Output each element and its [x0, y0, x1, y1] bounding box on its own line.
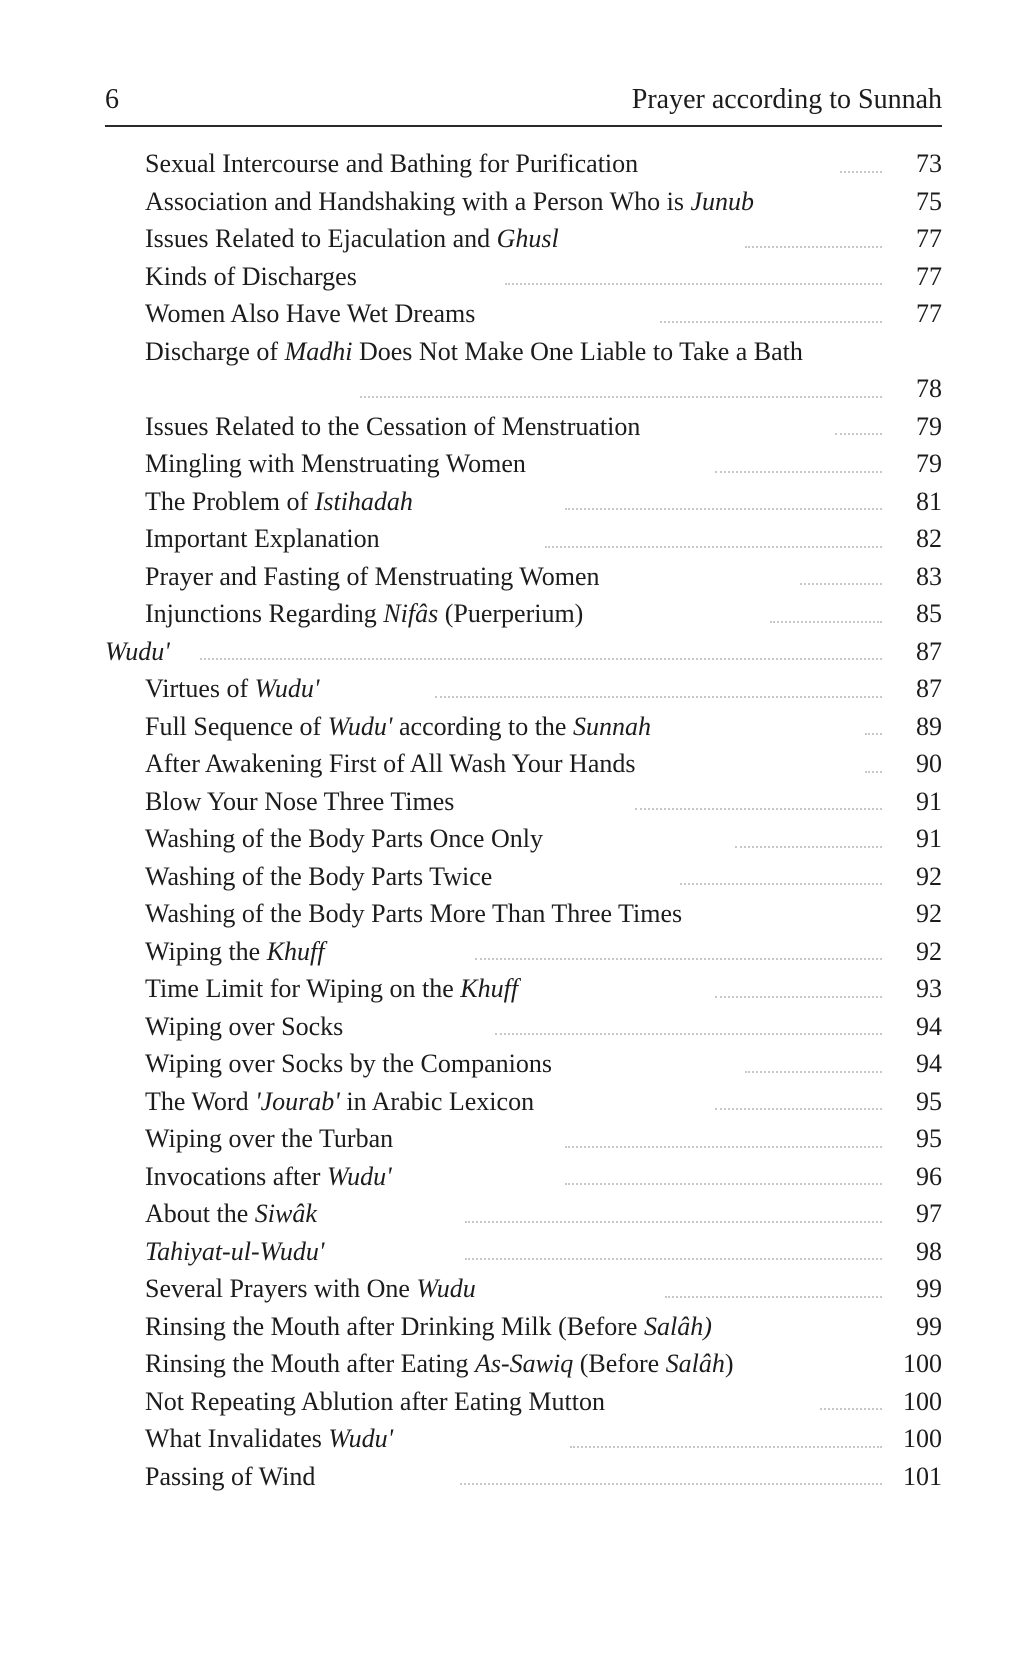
toc-entry-title [145, 1120, 822, 1158]
title-segment-italic: 'Jourab' [255, 1086, 340, 1116]
dot-leader [820, 1408, 882, 1410]
dot-leader [635, 808, 882, 810]
title-segment-italic: Wudu' [254, 674, 320, 703]
toc-entry [105, 258, 942, 296]
dot-leader [475, 958, 882, 960]
toc-entry-title [145, 1083, 822, 1121]
dot-leader [200, 658, 882, 660]
toc-section-title [105, 633, 822, 671]
dot-leader [505, 283, 882, 285]
toc-entry-page: 100 [903, 1424, 942, 1453]
title-segment: Blow Your Nose Three Times [145, 786, 455, 816]
toc-entry-page: 92 [916, 861, 942, 891]
dot-leader [665, 1296, 882, 1298]
toc-entry-title [145, 895, 822, 933]
toc-entry-title [145, 1195, 822, 1233]
toc-entry [105, 483, 942, 521]
title-segment: Mingling with Menstruating Women [145, 449, 526, 478]
title-segment: ) [724, 1349, 734, 1378]
title-segment: The Word [145, 1086, 256, 1116]
title-segment-italic: Khuff [460, 974, 519, 1003]
dot-leader [715, 1108, 882, 1110]
header-divider [105, 125, 942, 127]
toc-entry [105, 970, 942, 1008]
title-segment-italic: Sunnah [572, 711, 651, 741]
title-segment-italic: Wudu [416, 1274, 476, 1303]
title-segment-italic: Ghusl [496, 224, 559, 253]
toc-entry [105, 1158, 942, 1196]
toc-entry [105, 1383, 942, 1421]
toc-entry-page: 85 [916, 599, 942, 628]
title-segment-italic: Nifâs [383, 599, 439, 628]
title-segment: Discharge of [145, 336, 285, 366]
toc-entry-title [145, 1045, 822, 1083]
toc-entry-title [145, 745, 822, 783]
title-segment: Important Explanation [145, 524, 380, 553]
title-segment-italic: Siwâk [254, 1199, 317, 1228]
toc-entry [105, 1308, 942, 1346]
title-segment: The Problem of [145, 486, 315, 516]
dot-leader [495, 1033, 882, 1035]
title-segment: Wiping the [145, 936, 267, 966]
title-segment: Passing of Wind [145, 1461, 316, 1491]
title-segment: Prayer and Fasting of Menstruating Women [145, 561, 600, 591]
toc-entry-title [145, 970, 822, 1008]
toc-entry-page: 90 [916, 749, 942, 778]
toc-section-entry [105, 633, 942, 671]
toc-entry [105, 670, 942, 708]
toc-entry-page: 94 [916, 1011, 942, 1041]
toc-entry [105, 520, 942, 558]
dot-leader [565, 508, 882, 510]
toc-entry [105, 183, 942, 221]
toc-entry-title [145, 295, 822, 333]
title-segment: Several Prayers with One [145, 1274, 417, 1303]
toc-entry-page: 99 [916, 1311, 942, 1341]
toc-entry-title [145, 1383, 822, 1421]
toc-entry [105, 445, 942, 483]
dot-leader [865, 771, 882, 773]
toc-entry-page: 83 [916, 561, 942, 591]
toc-entry-title [145, 783, 822, 821]
toc-entry-page: 92 [916, 899, 942, 928]
title-segment: Rinsing the Mouth after Drinking Milk (Before [145, 1311, 644, 1341]
toc-entry-page: 73 [916, 149, 942, 178]
title-segment: according to the [392, 711, 573, 741]
toc-entry-page: 87 [916, 636, 942, 666]
toc-entry-page: 89 [916, 711, 942, 741]
title-segment: Injunctions Regarding [145, 599, 384, 628]
toc-entry-title [145, 183, 822, 221]
toc-entry [105, 1045, 942, 1083]
toc-entry-title [145, 933, 822, 971]
toc-entry [105, 1270, 942, 1308]
toc-entry-page: 99 [916, 1274, 942, 1303]
dot-leader [715, 471, 882, 473]
toc-entry-page: 91 [916, 786, 942, 816]
title-segment: Invocations after [145, 1161, 327, 1191]
dot-leader [680, 883, 882, 885]
title-segment-italic: Salâh) [643, 1311, 712, 1341]
title-segment-italic: As-Sawiq [475, 1349, 574, 1378]
title-segment: Issues Related to Ejaculation and [145, 224, 497, 253]
title-segment: Full Sequence of [145, 711, 328, 741]
toc-entry-page: 101 [903, 1461, 942, 1491]
toc-entry-page: 81 [916, 486, 942, 516]
dot-leader [715, 996, 882, 998]
toc-entry-title [145, 1345, 822, 1383]
dot-leader [545, 546, 882, 548]
toc-entry [105, 295, 942, 333]
toc-entry-title [145, 258, 822, 296]
toc-entry [105, 220, 942, 258]
toc-entry [105, 145, 942, 183]
toc-entry [105, 1420, 942, 1458]
dot-leader [465, 1221, 882, 1223]
title-segment: (Before [573, 1349, 666, 1378]
toc-entry-page: 100 [903, 1386, 942, 1416]
title-segment-italic: Khuff [266, 936, 325, 966]
toc-entry-title [145, 858, 822, 896]
toc-entry [105, 708, 942, 746]
title-segment: Time Limit for Wiping on the [145, 974, 461, 1003]
title-segment-italic: Junub [690, 186, 755, 216]
title-segment: Washing of the Body Parts Twice [145, 861, 493, 891]
toc-entry [105, 408, 942, 446]
title-segment-italic: Wudu' [328, 1424, 394, 1453]
toc-entry [105, 783, 942, 821]
toc-entry [105, 558, 942, 596]
title-segment: Association and Handshaking with a Person Who is [145, 186, 691, 216]
dot-leader [565, 1183, 882, 1185]
title-segment: in Arabic Lexicon [339, 1086, 535, 1116]
toc-entry-page: 100 [903, 1349, 942, 1378]
dot-leader [745, 246, 882, 248]
dot-leader [770, 621, 882, 623]
toc-entry-title [145, 1158, 822, 1196]
title-segment: Women Also Have Wet Dreams [145, 299, 476, 328]
toc-entry-title [145, 670, 822, 708]
toc-entry-title [145, 558, 822, 596]
title-segment: Kinds of Discharges [145, 261, 357, 291]
toc-entry [105, 895, 942, 933]
title-segment: About the [145, 1199, 255, 1228]
toc-entry [105, 858, 942, 896]
title-segment-italic: Wudu' [327, 711, 393, 741]
toc-entry-page: 94 [916, 1049, 942, 1078]
toc-entry-title [145, 708, 822, 746]
toc-entry [105, 745, 942, 783]
toc-entry [105, 820, 942, 858]
toc-entry-title [145, 1270, 822, 1308]
dot-leader [465, 1258, 882, 1260]
toc-entry-title [145, 1458, 822, 1496]
toc-entry-title [145, 1008, 822, 1046]
title-segment: Sexual Intercourse and Bathing for Purification [145, 149, 639, 178]
title-segment: Wiping over Socks [145, 1011, 344, 1041]
toc-entry-page: 98 [916, 1236, 942, 1266]
title-segment: Not Repeating Ablution after Eating Mutton [145, 1386, 605, 1416]
toc-entry-page: 75 [916, 186, 942, 216]
running-title: Prayer according to Sunnah [631, 84, 942, 115]
title-segment: (Puerperium) [438, 599, 584, 628]
toc-entry [105, 595, 942, 633]
title-segment-italic: Wudu' [105, 636, 170, 666]
title-segment: Washing of the Body Parts More Than Three Times [145, 899, 683, 928]
title-segment: What Invalidates [145, 1424, 329, 1453]
toc-entry-page: 77 [916, 261, 942, 291]
title-segment-italic: Madhi [284, 336, 353, 366]
title-segment: After Awakening First of All Wash Your Hands [145, 749, 636, 778]
toc-entry-title [145, 333, 822, 371]
toc-entry [105, 1120, 942, 1158]
toc-entry [105, 1233, 942, 1271]
toc-entry-page: 93 [916, 974, 942, 1003]
title-segment: Wiping over the Turban [145, 1124, 394, 1153]
title-segment: Wiping over Socks by the Companions [145, 1049, 552, 1078]
toc-entry-page: 79 [916, 411, 942, 441]
toc-entry-page: 91 [916, 824, 942, 853]
toc-entry-title [145, 1308, 822, 1346]
toc-entry-page: 79 [916, 449, 942, 478]
toc-entry-page: 95 [916, 1124, 942, 1153]
toc-entry-page: 77 [916, 299, 942, 328]
toc-entry [105, 1083, 942, 1121]
toc-entry-page: 78 [916, 374, 942, 403]
dot-leader [865, 733, 882, 735]
dot-leader [745, 1071, 882, 1073]
title-segment: Does Not Make One Liable to Take a Bath [352, 336, 803, 366]
dot-leader [565, 1146, 882, 1148]
toc-entry-page: 92 [916, 936, 942, 966]
toc-entry-title [145, 408, 822, 446]
page-header [105, 80, 942, 120]
toc-entry [105, 333, 942, 408]
title-segment-italic: Wudu' [326, 1161, 392, 1191]
toc-entry [105, 1458, 942, 1496]
toc-entry-page: 95 [916, 1086, 942, 1116]
toc-entry-page: 87 [916, 674, 942, 703]
toc-entry-page: 82 [916, 524, 942, 553]
toc-entry-title [145, 520, 822, 558]
title-segment: Rinsing the Mouth after Eating [145, 1349, 476, 1378]
dot-leader [460, 1483, 882, 1485]
toc-entry-title [145, 1233, 822, 1271]
toc-entry-page: 77 [916, 224, 942, 253]
dot-leader [835, 433, 882, 435]
title-segment: Virtues of [145, 674, 255, 703]
dot-leader [800, 583, 882, 585]
toc-entry-page: 96 [916, 1161, 942, 1191]
dot-leader [735, 846, 882, 848]
toc-entry-title [145, 820, 822, 858]
toc-entry [105, 933, 942, 971]
dot-leader [570, 1446, 882, 1448]
toc-entry-title [145, 445, 822, 483]
toc-entry [105, 1008, 942, 1046]
toc-entry [105, 1345, 942, 1383]
toc-entry-title [145, 220, 822, 258]
dot-leader [360, 396, 882, 398]
toc-entry-title [145, 1420, 822, 1458]
title-segment: Issues Related to the Cessation of Menstruation [145, 411, 641, 441]
title-segment-italic: Salâh [665, 1349, 725, 1378]
dot-leader [840, 171, 882, 173]
toc-entry [105, 1195, 942, 1233]
page-number: 6 [105, 84, 119, 115]
dot-leader [660, 321, 882, 323]
title-segment: Washing of the Body Parts Once Only [145, 824, 543, 853]
toc-entry-title [145, 595, 822, 633]
title-segment-italic: Istihadah [314, 486, 413, 516]
toc-entry-title [145, 483, 822, 521]
table-of-contents [105, 145, 942, 1495]
toc-entry-page: 97 [916, 1199, 942, 1228]
dot-leader [435, 696, 882, 698]
toc-entry-title [145, 145, 822, 183]
title-segment-italic: Tahiyat-ul-Wudu' [145, 1236, 325, 1266]
